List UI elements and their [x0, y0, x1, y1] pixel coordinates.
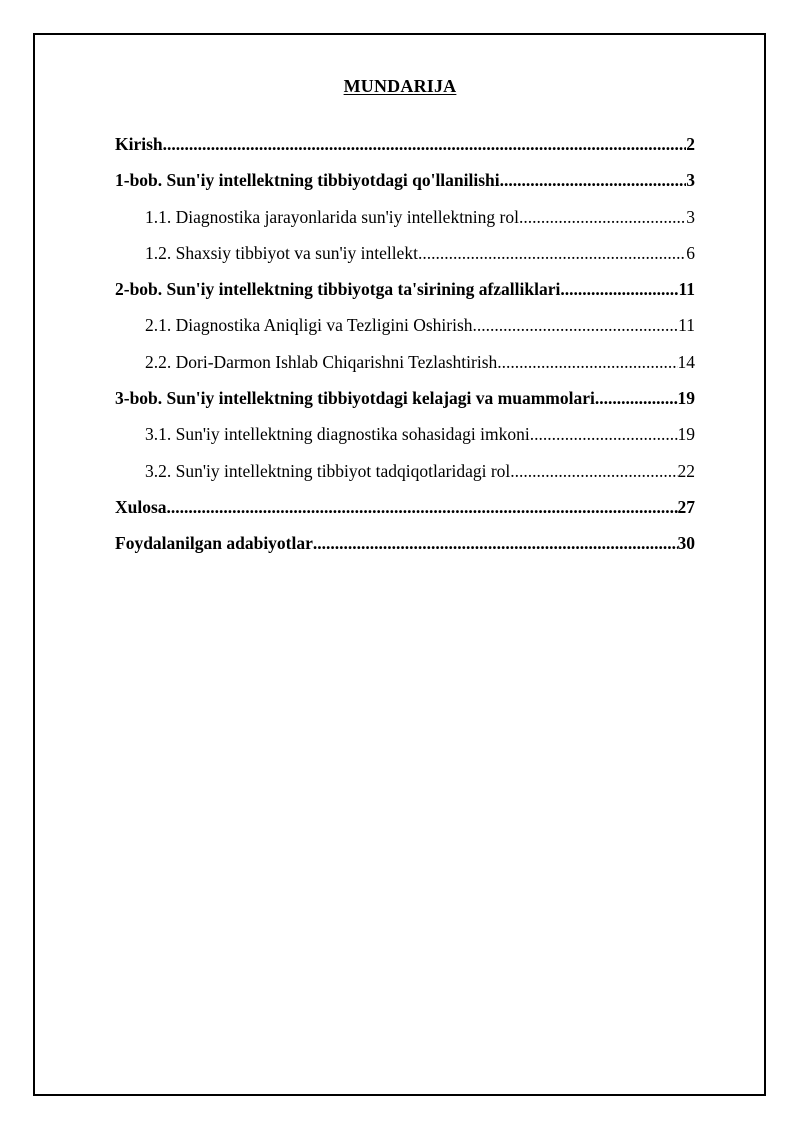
toc-entry[interactable] — [115, 352, 695, 388]
dot-leader — [595, 388, 678, 408]
toc-entry[interactable] — [115, 388, 695, 424]
toc-entry-page: 19 — [677, 424, 695, 445]
toc-entry-title: 1.1. Diagnostika jarayonlarida sun'iy intellektning rol — [145, 206, 519, 227]
toc-entry[interactable] — [115, 134, 695, 170]
toc-entry-title: 3-bob. Sun'iy intellektning tibbiyotdagi kelajagi va muammolari — [115, 388, 595, 409]
toc-entry-title: Kirish — [115, 134, 163, 154]
toc-entry-page: 19 — [677, 388, 695, 409]
dot-leader — [313, 533, 678, 553]
toc-entry-title: 2.1. Diagnostika Aniqligi va Tezligini Oshirish — [145, 315, 473, 336]
toc-entry-page: 22 — [677, 460, 695, 481]
dot-leader — [500, 170, 687, 190]
dot-leader — [530, 424, 678, 444]
toc-entry[interactable] — [115, 207, 695, 243]
toc-entry[interactable] — [115, 533, 695, 569]
dot-leader — [418, 243, 686, 263]
dot-leader — [510, 461, 677, 481]
toc-entry-title: Foydalanilgan adabiyotlar — [115, 533, 313, 554]
toc-entry-title: Xulosa — [115, 496, 167, 517]
page-title: MUNDARIJA — [343, 76, 457, 96]
toc-entry-title: 1-bob. Sun'iy intellektning tibbiyotdagi qo'llanilishi — [115, 170, 500, 191]
toc-entry-page: 3 — [686, 170, 695, 191]
toc-entry-title: 2-bob. Sun'iy intellektning tibbiyotga ta'sirining afzalliklari — [115, 279, 561, 300]
toc-entry-page: 11 — [678, 315, 695, 336]
toc-entry-page: 27 — [677, 496, 695, 517]
toc-entry-page: 3 — [686, 206, 695, 227]
toc-entry-page: 11 — [678, 279, 695, 300]
toc-entry[interactable] — [115, 279, 695, 315]
toc-entry-page: 6 — [686, 242, 695, 263]
toc-entry-title: 1.2. Shaxsiy tibbiyot va sun'iy intellekt — [145, 242, 418, 263]
table-of-contents — [115, 134, 695, 570]
dot-leader — [560, 279, 678, 299]
toc-entry-page: 2 — [686, 134, 695, 154]
dot-leader — [497, 352, 677, 372]
toc-entry[interactable] — [115, 243, 695, 279]
dot-leader — [163, 134, 687, 154]
dot-leader — [473, 315, 679, 335]
toc-entry-page: 30 — [677, 533, 695, 554]
toc-entry-title: 3.2. Sun'iy intellektning tibbiyot tadqiqotlaridagi rol — [145, 460, 511, 481]
toc-entry-page: 14 — [677, 351, 695, 372]
toc-entry[interactable] — [115, 315, 695, 351]
toc-entry-title: 3.1. Sun'iy intellektning diagnostika sohasidagi imkoni — [145, 424, 530, 445]
toc-entry[interactable] — [115, 170, 695, 206]
dot-leader — [519, 207, 686, 227]
toc-entry[interactable] — [115, 497, 695, 533]
toc-entry[interactable] — [115, 461, 695, 497]
toc-entry[interactable] — [115, 424, 695, 460]
dot-leader — [167, 497, 678, 517]
toc-entry-title: 2.2. Dori-Darmon Ishlab Chiqarishni Tezlashtirish — [145, 351, 498, 372]
